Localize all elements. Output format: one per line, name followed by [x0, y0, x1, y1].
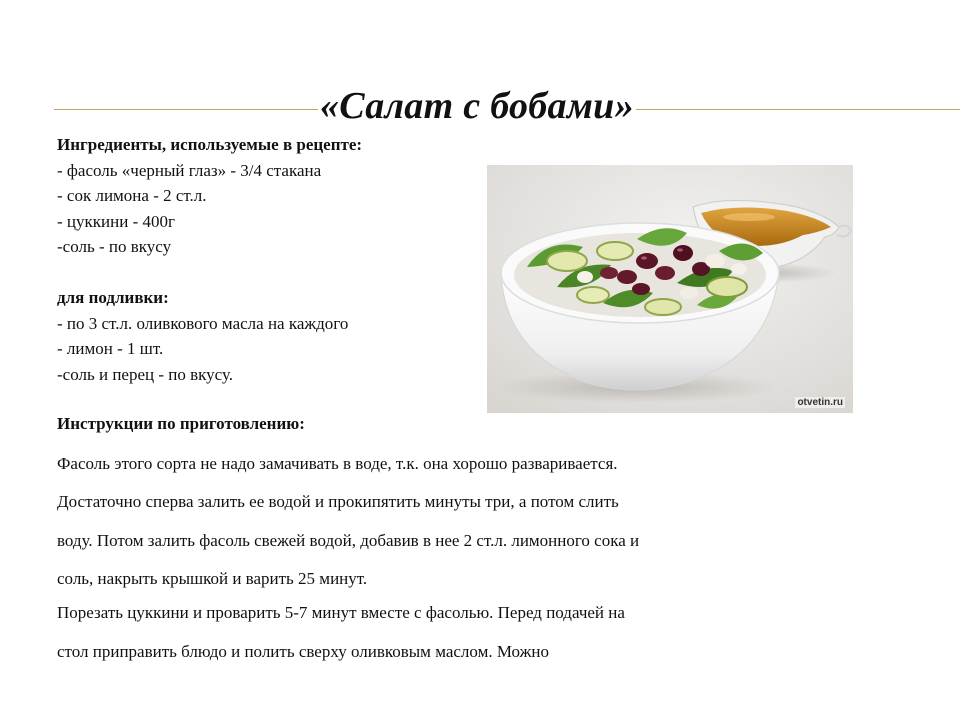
instruction-line: Достаточно сперва залить ее водой и прокипятить минуты три, а потом слить [57, 492, 619, 512]
instructions-text [57, 452, 639, 678]
ingredient-item: -соль - по вкусу [57, 237, 172, 257]
ingredient-item: - фасоль «черный глаз» - 3/4 стакана [57, 160, 322, 180]
instruction-line: Фасоль этого сорта не надо замачивать в воде, т.к. она хорошо разваривается. [57, 454, 618, 473]
dressing-item: - лимон - 1 шт. [57, 339, 164, 359]
dressing-list [57, 285, 348, 387]
instruction-line: соль, накрыть крышкой и варить 25 минут. [57, 569, 368, 589]
dressing-item: - по 3 ст.л. оливкового масла на каждого [57, 313, 349, 333]
ingredient-item: - цуккини - 400г [57, 211, 175, 231]
instructions-heading: Инструкции по приготовлению: [57, 414, 305, 433]
dressing-heading: для подливки: [57, 288, 169, 307]
instruction-line: стол приправить блюдо и полить сверху оливковым маслом. Можно [57, 641, 549, 661]
photo-watermark: otvetin.ru [797, 397, 843, 408]
salad-photo [487, 165, 853, 413]
dressing-item: -соль и перец - по вкусу. [57, 364, 234, 384]
salad-bowl-illustration [487, 165, 853, 413]
instruction-line: воду. Потом залить фасоль свежей водой, добавив в нее 2 ст.л. лимонного сока и [57, 530, 640, 550]
ingredient-item: - сок лимона - 2 ст.л. [57, 186, 207, 206]
recipe-title: «Салат с бобами» [320, 85, 634, 127]
ingredients-heading: Ингредиенты, используемые в рецепте: [57, 135, 363, 154]
ingredients-list [57, 132, 362, 260]
instruction-line: Порезать цуккини и проварить 5-7 минут вместе с фасолью. Перед подачей на [57, 603, 625, 623]
